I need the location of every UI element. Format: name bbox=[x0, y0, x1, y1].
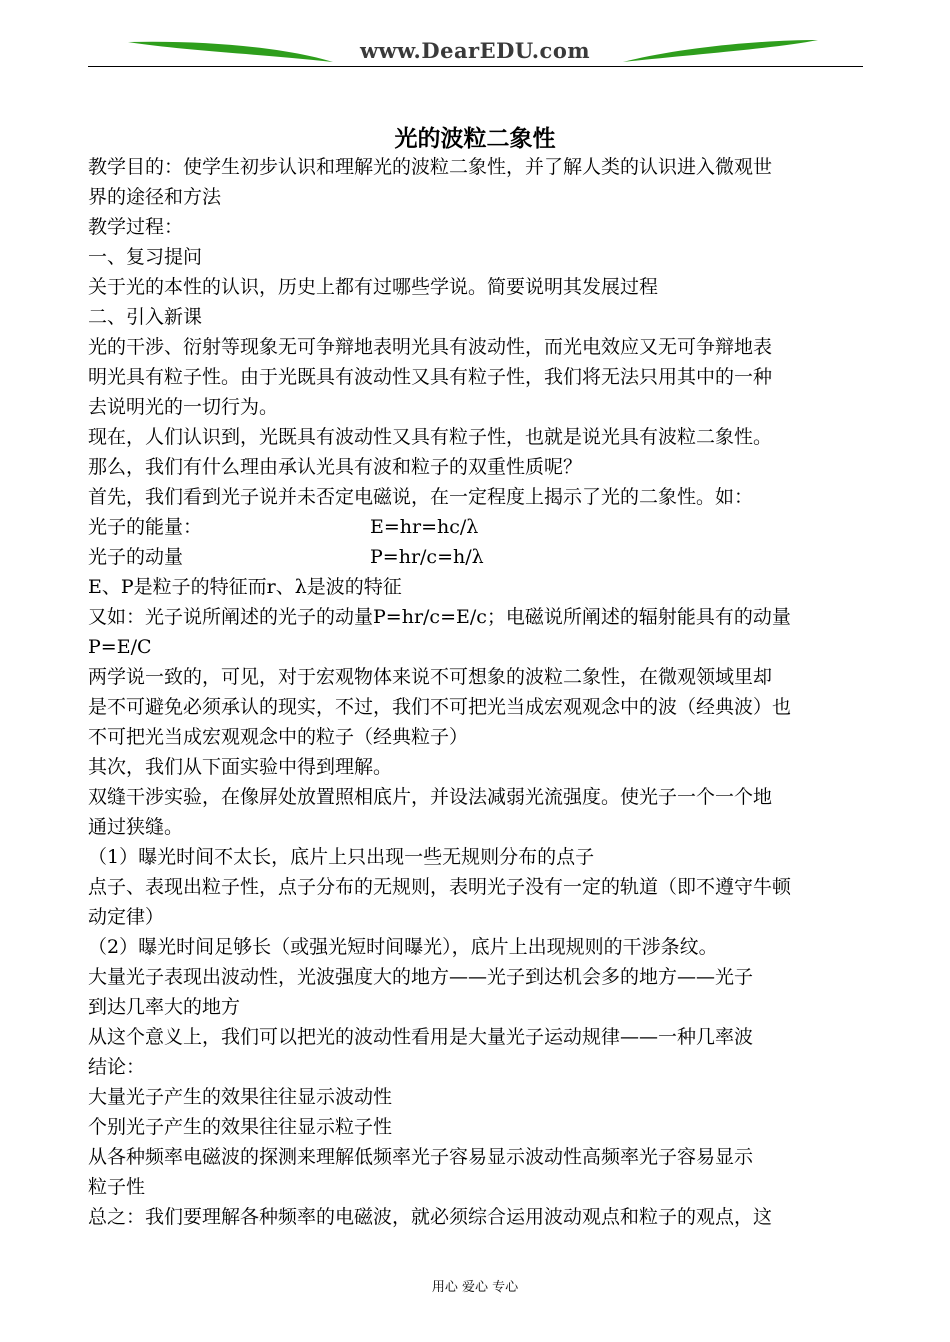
formula-expression: P=hr/c=h/λ bbox=[370, 546, 484, 568]
text-line: 双缝干涉实验，在像屏处放置照相底片，并设法减弱光流强度。使光子一个一个地 bbox=[88, 786, 773, 808]
header-divider bbox=[88, 66, 863, 67]
text-line: 二、引入新课 bbox=[88, 306, 203, 328]
text-line: 从这个意义上，我们可以把光的波动性看用是大量光子运动规律——一种几率波 bbox=[88, 1026, 754, 1048]
document-body bbox=[88, 152, 868, 1232]
text-line: 个别光子产生的效果往往显示粒子性 bbox=[88, 1116, 393, 1138]
text-line: 光的干涉、衍射等现象无可争辩地表明光具有波动性，而光电效应又无可争辩地表 bbox=[88, 336, 773, 358]
text-line: 粒子性 bbox=[88, 1176, 146, 1198]
formula-label: 光子的动量 bbox=[88, 546, 184, 568]
formula-expression: E=hr=hc/λ bbox=[370, 516, 479, 538]
text-line: 那么，我们有什么理由承认光具有波和粒子的双重性质呢？ bbox=[88, 456, 583, 478]
text-line: E、P是粒子的特征而r、λ是波的特征 bbox=[88, 576, 402, 598]
text-line: 从各种频率电磁波的探测来理解低频率光子容易显示波动性高频率光子容易显示 bbox=[88, 1146, 754, 1168]
text-line: 明光具有粒子性。由于光既具有波动性又具有粒子性，我们将无法只用其中的一种 bbox=[88, 366, 773, 388]
text-line: 一、复习提问 bbox=[88, 246, 203, 268]
text-line: 到达几率大的地方 bbox=[88, 996, 241, 1018]
text-line: P=E/C bbox=[88, 636, 152, 658]
text-line: 去说明光的一切行为。 bbox=[88, 396, 279, 418]
text-line: 结论： bbox=[88, 1056, 146, 1078]
text-line: 两学说一致的，可见，对于宏观物体来说不可想象的波粒二象性，在微观领域里却 bbox=[88, 666, 773, 688]
text-line: 点子、表现出粒子性，点子分布的无规则，表明光子没有一定的轨道（即不遵守牛顿 bbox=[88, 876, 792, 898]
text-line: 教学过程： bbox=[88, 216, 184, 238]
text-line: 关于光的本性的认识，历史上都有过哪些学说。简要说明其发展过程 bbox=[88, 276, 659, 298]
text-line: 大量光子表现出波动性，光波强度大的地方——光子到达机会多的地方——光子 bbox=[88, 966, 754, 988]
formula-label: 光子的能量： bbox=[88, 516, 203, 538]
text-line: 又如：光子说所阐述的光子的动量P=hr/c=E/c；电磁说所阐述的辐射能具有的动量 bbox=[88, 606, 791, 628]
formula-row-energy bbox=[88, 512, 868, 542]
formula-row-momentum bbox=[88, 542, 868, 572]
text-line: 其次，我们从下面实验中得到理解。 bbox=[88, 756, 393, 778]
text-line: 教学目的：使学生初步认识和理解光的波粒二象性，并了解人类的认识进入微观世 bbox=[88, 156, 773, 178]
page-title: 光的波粒二象性 bbox=[394, 126, 556, 152]
text-line: 不可把光当成宏观观念中的粒子（经典粒子） bbox=[88, 726, 469, 748]
text-line: 总之：我们要理解各种频率的电磁波，就必须综合运用波动观点和粒子的观点，这 bbox=[88, 1206, 773, 1228]
text-line: 动定律） bbox=[88, 906, 165, 928]
text-line: 现在，人们认识到，光既具有波动性又具有粒子性，也就是说光具有波粒二象性。 bbox=[88, 426, 773, 448]
text-line: 界的途径和方法 bbox=[88, 186, 222, 208]
text-line: （1）曝光时间不太长，底片上只出现一些无规则分布的点子 bbox=[88, 846, 595, 868]
text-line: 大量光子产生的效果往往显示波动性 bbox=[88, 1086, 393, 1108]
text-line: （2）曝光时间足够长（或强光短时间曝光），底片上出现规则的干涉条纹。 bbox=[88, 936, 718, 958]
page-footer: 用心 爱心 专心 bbox=[431, 1280, 519, 1295]
text-line: 是不可避免必须承认的现实，不过，我们不可把光当成宏观观念中的波（经典波）也 bbox=[88, 696, 792, 718]
site-logo[interactable]: www.DearEDU.com bbox=[359, 38, 591, 63]
text-line: 通过狭缝。 bbox=[88, 816, 184, 838]
text-line: 首先，我们看到光子说并未否定电磁说，在一定程度上揭示了光的二象性。如： bbox=[88, 486, 754, 508]
